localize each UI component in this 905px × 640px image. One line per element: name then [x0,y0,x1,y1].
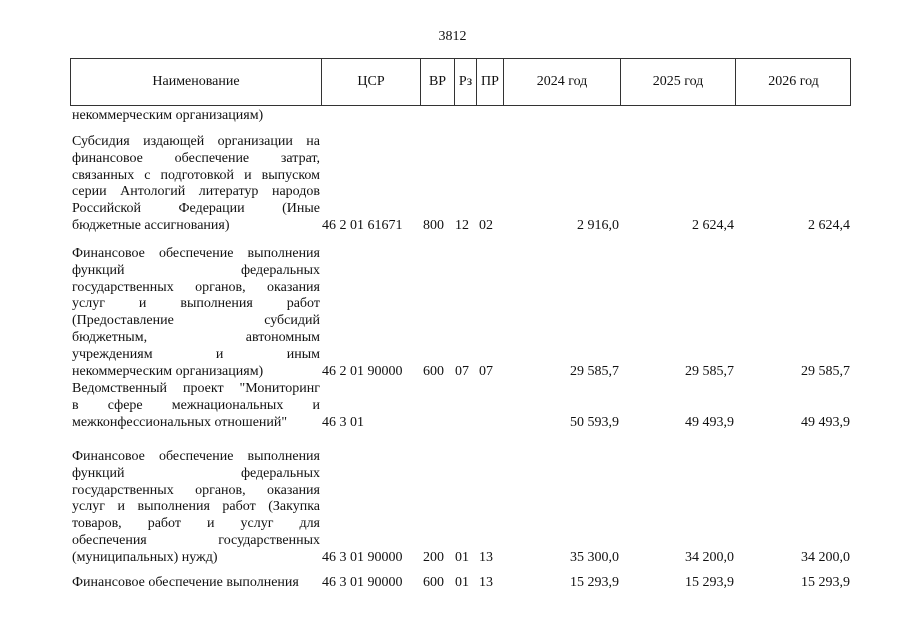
row-2025: 15 293,9 [685,575,734,590]
row-name-line: Финансовое обеспечение выполнения [72,575,299,590]
row-name-line: услуг и выполнения работ [72,296,320,312]
row-name-line: в сфере межнациональных и [72,397,320,413]
row-csr: 46 3 01 90000 [322,549,403,565]
header-rz: Рз [454,59,476,105]
row-name-line: бюджетные ассигнования) [72,217,230,233]
row-csr: 46 3 01 90000 [322,575,403,590]
row-rz: 12 [455,218,469,233]
row-2025: 2 624,4 [692,218,734,233]
row-csr: 46 3 01 [322,414,364,430]
row-name-line: некоммерческим организациям) [72,363,264,379]
row-name [72,449,320,567]
row-2025: 34 200,0 [685,549,734,565]
header-2024: 2024 год [503,59,620,105]
table-row [70,381,851,431]
row-vr: 800 [423,218,444,233]
row-name-line: государственных органов, оказания [72,279,320,295]
header-vr: ВР [420,59,454,105]
row-2024: 2 916,0 [577,218,619,233]
table-header [70,58,851,106]
row-vr: 600 [423,575,444,590]
row-2026: 15 293,9 [801,575,850,590]
row-rz: 01 [455,549,469,565]
row-2024: 35 300,0 [570,549,619,565]
row-name-line: Ведомственный проект "Мониторинг [72,381,320,396]
row-pr: 13 [479,575,493,590]
row-name-line: Российской Федерации (Иные [72,201,320,217]
row-rz: 01 [455,575,469,590]
row-name-line: Финансовое обеспечение выполнения [72,449,320,464]
row-name [72,134,320,235]
row-csr: 46 2 01 90000 [322,363,403,379]
header-2025: 2025 год [620,59,735,105]
row-name-line: серии Антологий литератур народов [72,184,320,200]
row-name-line: Финансовое обеспечение выполнения [72,246,320,261]
row-name-line: функций федеральных [72,262,320,278]
header-name: Наименование [152,74,240,89]
row-name [72,575,320,592]
row-name-line: учреждениям и иным [72,346,320,362]
row-pr: 07 [479,363,493,379]
row-name-line: бюджетным, автономным [72,329,320,345]
row-name-line: (муниципальных) нужд) [72,549,218,565]
row-name-line: товаров, работ и услуг для [72,516,320,532]
table-row [70,449,851,567]
table-row [70,134,851,235]
row-name-line: услуг и выполнения работ (Закупка [72,499,320,515]
row-rz: 07 [455,363,469,379]
row-name-line: Субсидия издающей организации на [72,134,320,149]
row-vr: 600 [423,363,444,379]
row-2024: 29 585,7 [570,363,619,379]
row-name [72,381,320,431]
row-name-line: государственных органов, оказания [72,482,320,498]
row-2024: 15 293,9 [570,575,619,590]
row-2025: 29 585,7 [685,363,734,379]
row-2024: 50 593,9 [570,414,619,430]
row-pr: 13 [479,549,493,565]
row-pr: 02 [479,218,493,233]
table-row [70,246,851,380]
row-2025: 49 493,9 [685,414,734,430]
header-2026: 2026 год [735,59,851,105]
row-2026: 29 585,7 [801,363,850,379]
header-csr: ЦСР [321,59,420,105]
row-2026: 2 624,4 [808,218,850,233]
row-name-line: обеспечения государственных [72,532,320,548]
row-name-line: финансовое обеспечение затрат, [72,150,320,166]
header-pr: ПР [476,59,503,105]
row-csr: 46 2 01 61671 [322,218,403,233]
row-vr: 200 [423,549,444,565]
row-2026: 34 200,0 [801,549,850,565]
row-name [72,108,320,125]
row-2026: 49 493,9 [801,414,850,430]
row-name-line: связанных с подготовкой и выпуском [72,167,320,183]
row-name-line: некоммерческим организациям) [72,108,264,123]
row-name [72,246,320,380]
row-name-line: функций федеральных [72,465,320,481]
table-row [70,108,851,125]
row-name-line: межконфессиональных отношений" [72,414,288,430]
row-name-line: (Предоставление субсидий [72,313,320,329]
page-number: 3812 [438,29,467,44]
table-row [70,575,851,592]
